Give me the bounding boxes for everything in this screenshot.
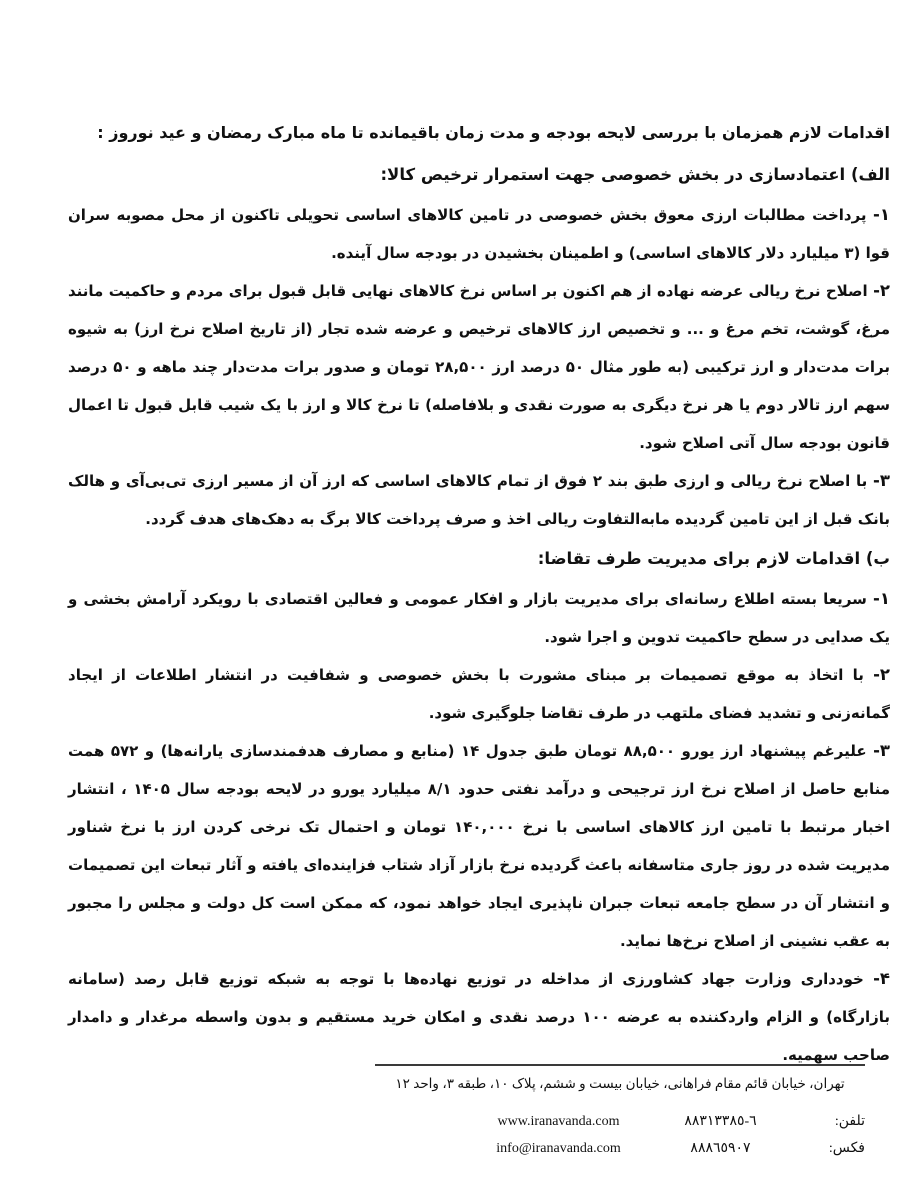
section-b-heading: ب) اقدامات لازم برای مدیریت طرف تقاضا:	[537, 549, 890, 568]
footer-address: تهران، خیابان قائم مقام فراهانی، خیابان بیست و ششم، پلاک ١٠، طبقه ٣، واحد ١٢	[395, 1076, 845, 1091]
item-text: سریعا بسته اطلاع رسانه‌ای برای مدیریت بازار و افکار عمومی و فعالین اقتصادی با رویکرد آرامش بخشی و یک صدایی در سطح حاکمیت تدوین و اجرا شود.	[68, 590, 890, 646]
section-b-item-1	[68, 580, 890, 656]
document-body	[68, 112, 890, 1074]
phone-label: تلفن:	[834, 1114, 865, 1129]
item-text: پرداخت مطالبات ارزی معوق بخش خصوصی در تامین کالاهای اساسی تحویلی تاکنون از محل مصوبه سران قوا (۳ میلیارد دلار کالاهای اساسی) و اطمینان بخشیدن در بودجه سال آینده.	[68, 206, 890, 262]
phone-number: ٨٨٣١٣٣٨٥-٦	[684, 1114, 757, 1129]
item-text: اصلاح نرخ ریالی عرضه نهاده از هم اکنون بر اساس نرخ کالاهای نهایی قابل قبول برای مردم و حاکمیت مانند مرغ، گوشت، تخم مرغ و ... و تخصیص ارز کالاهای ترخیص و عرضه شده تجار (از تاریخ اصلاح نرخ ارز) به شیوه برات مدت‌دار و ارز ترکیبی (به طور مثال ۵۰ درصد ارز ۲۸,۵۰۰ تومان و صدور برات مدت‌دار چند ماهه و ۵۰ درصد سهم ارز تالار دوم یا هر نرخ دیگری به صورت نقدی و بلافاصله) تا نرخ کالا و ارز با یک شیب قابل قبول تا اعمال قانون بودجه سال آتی اصلاح شود.	[68, 282, 891, 452]
section-a-heading: الف) اعتمادسازی در بخش خصوصی جهت استمرار ترخیص کالا:	[380, 165, 890, 184]
email-link[interactable]: info@iranavanda.com	[496, 1141, 621, 1156]
fax-number: ٨٨٨٦٥٩٠٧	[690, 1141, 751, 1156]
section-b-item-4	[68, 960, 890, 1074]
item-number: ۳-	[873, 741, 890, 760]
section-a-item-1	[68, 196, 890, 272]
item-number: ۳-	[873, 471, 890, 490]
section-b-item-3	[68, 732, 890, 960]
item-text: با اتخاذ به موقع تصمیمات بر مبنای مشورت با بخش خصوصی و شفافیت در انتشار اطلاعات از ایجاد گمانه‌زنی و تشدید فضای ملتهب در طرف تقاضا جلوگیری شود.	[68, 666, 890, 722]
document-title: اقدامات لازم همزمان با بررسی لایحه بودجه و مدت زمان باقیمانده تا ماه مبارک رمضان و عید نوروز :	[97, 123, 890, 142]
website-link[interactable]: www.iranavanda.com	[497, 1114, 620, 1129]
item-text: علیرغم پیشنهاد ارز یورو ۸۸,۵۰۰ تومان طبق جدول ۱۴ (منابع و مصارف هدفمندسازی یارانه‌ها) و ۵۷۲ همت منابع حاصل از اصلاح نرخ ارز ترجیحی و درآمد نفتی حدود ۸/۱ میلیارد یورو در لایحه بودجه سال ۱۴۰۵ ، انتشار اخبار مرتبط با تامین ارز کالاهای اساسی با نرخ ۱۴۰,۰۰۰ تومان و احتمال تک نرخی کردن ارز با نرخ شناور مدیریت شده در روز جاری متاسفانه باعث گردیده نرخ بازار آزاد شتاب فزاینده‌ای یافته و آثار تبعات این تصمیمات و انتشار آن در سطح جامعه تبعات جبران ناپذیری ایجاد خواهد نمود، که ممکن است کل دولت و مجلس را مجبور به عقب نشینی از اصلاح نرخ‌ها نماید.	[68, 742, 890, 950]
item-text: خودداری وزارت جهاد کشاورزی از مداخله در توزیع نهاده‌ها با توجه به شبکه توزیع قابل رصد (سامانه بازارگاه) و الزام واردکننده به عرضه ۱۰۰ درصد نقدی و امکان خرید مستقیم و بدون واسطه مرغدار و دامدار صاحب سهمیه.	[68, 970, 890, 1064]
section-a-item-2	[68, 272, 890, 462]
item-number: ۴-	[873, 969, 890, 988]
fax-label: فکس:	[828, 1141, 865, 1156]
section-a-item-3	[68, 462, 890, 538]
page-footer	[375, 1064, 865, 1160]
item-number: ۲-	[873, 281, 890, 300]
item-text: با اصلاح نرخ ریالی و ارزی طبق بند ۲ فوق از تمام کالاهای اساسی که ارز آن از مسیر ارزی تی‌بی‌آی و هالک بانک قبل از این تامین گردیده مابه‌التفاوت ریالی اخذ و صرف پرداخت کالا برگ به دهک‌های هدف گردد.	[68, 472, 890, 528]
section-b-item-2	[68, 656, 890, 732]
item-number: ۲-	[873, 665, 890, 684]
item-number: ۱-	[873, 205, 890, 224]
item-number: ۱-	[873, 589, 890, 608]
footer-contacts	[375, 1110, 865, 1160]
